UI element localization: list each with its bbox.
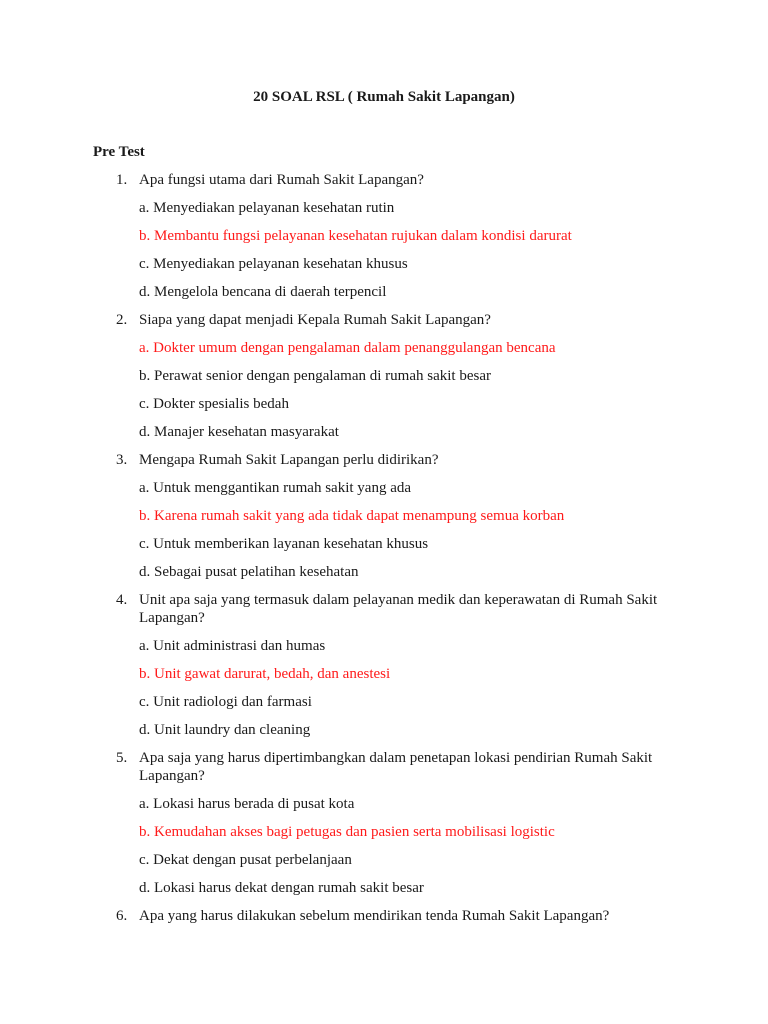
answer-option: c. Dekat dengan pusat perbelanjaan xyxy=(139,852,352,868)
answer-option: a. Menyediakan pelayanan kesehatan rutin xyxy=(139,200,395,216)
answer-option: d. Sebagai pusat pelatihan kesehatan xyxy=(139,564,359,580)
question-item xyxy=(0,907,768,925)
answer-option-correct: b. Unit gawat darurat, bedah, dan anestesi xyxy=(139,666,391,682)
question-number: 3. xyxy=(116,452,128,468)
question-number: 5. xyxy=(116,750,128,766)
question-item xyxy=(0,171,768,301)
question-label: Apa yang harus dilakukan sebelum mendirikan tenda Rumah Sakit Lapangan? xyxy=(139,908,610,924)
answer-option: d. Manajer kesehatan masyarakat xyxy=(139,424,339,440)
answer-option-correct: a. Dokter umum dengan pengalaman dalam penanggulangan bencana xyxy=(139,340,556,356)
question-label: Apa fungsi utama dari Rumah Sakit Lapangan? xyxy=(139,172,424,188)
question-label: Apa saja yang harus dipertimbangkan dalam penetapan lokasi pendirian Rumah Sakit Lapangan? xyxy=(139,750,653,784)
answer-option: d. Unit laundry dan cleaning xyxy=(139,722,311,738)
answer-option: a. Untuk menggantikan rumah sakit yang ada xyxy=(139,480,412,496)
answer-option: b. Perawat senior dengan pengalaman di rumah sakit besar xyxy=(139,368,491,384)
question-number: 6. xyxy=(116,908,128,924)
question-list xyxy=(0,171,768,935)
question-number: 4. xyxy=(116,592,128,608)
answer-option: a. Unit administrasi dan humas xyxy=(139,638,326,654)
answer-option: d. Lokasi harus dekat dengan rumah sakit besar xyxy=(139,880,424,896)
question-text xyxy=(0,591,768,627)
answer-option-correct: b. Karena rumah sakit yang ada tidak dapat menampung semua korban xyxy=(139,508,565,524)
question-item xyxy=(0,311,768,441)
document-title: 20 SOAL RSL ( Rumah Sakit Lapangan) xyxy=(253,89,515,105)
answer-option: d. Mengelola bencana di daerah terpencil xyxy=(139,284,387,300)
question-text xyxy=(0,311,768,329)
question-number: 2. xyxy=(116,312,128,328)
question-item xyxy=(0,749,768,897)
answer-option: c. Untuk memberikan layanan kesehatan khusus xyxy=(139,536,429,552)
question-text xyxy=(0,451,768,469)
section-heading: Pre Test xyxy=(93,144,145,160)
question-item xyxy=(0,591,768,739)
answer-option: c. Dokter spesialis bedah xyxy=(139,396,289,412)
question-label: Siapa yang dapat menjadi Kepala Rumah Sakit Lapangan? xyxy=(139,312,491,328)
question-label: Unit apa saja yang termasuk dalam pelayanan medik dan keperawatan di Rumah Sakit Lapangan? xyxy=(139,592,658,626)
question-item xyxy=(0,451,768,581)
answer-option-correct: b. Membantu fungsi pelayanan kesehatan rujukan dalam kondisi darurat xyxy=(139,228,572,244)
answer-option-correct: b. Kemudahan akses bagi petugas dan pasien serta mobilisasi logistic xyxy=(139,824,555,840)
answer-option: c. Menyediakan pelayanan kesehatan khusus xyxy=(139,256,408,272)
answer-option: a. Lokasi harus berada di pusat kota xyxy=(139,796,355,812)
question-label: Mengapa Rumah Sakit Lapangan perlu didirikan? xyxy=(139,452,439,468)
question-text xyxy=(0,907,768,925)
answer-option: c. Unit radiologi dan farmasi xyxy=(139,694,312,710)
question-text xyxy=(0,749,768,785)
question-text xyxy=(0,171,768,189)
question-number: 1. xyxy=(116,172,128,188)
